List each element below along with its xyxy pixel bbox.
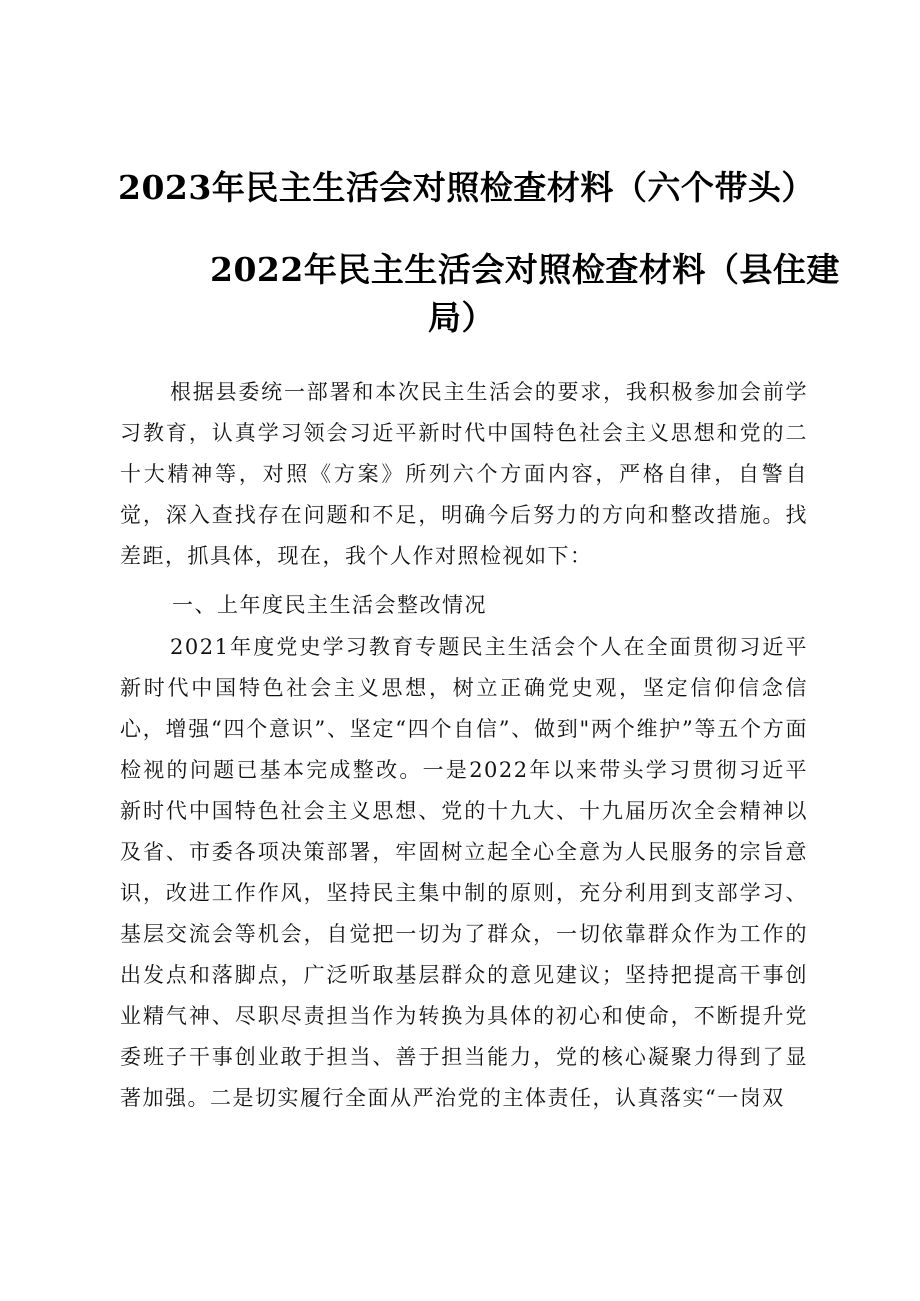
document-title-line-2: 2022年民主生活会对照检查材料（县住建: [210, 250, 840, 289]
document-title-line-3: 局）: [428, 298, 495, 337]
section-heading: 一、上年度民主生活会整改情况: [172, 593, 487, 617]
rectification-paragraph: 2021年度党史学习教育专题民主生活会个人在全面贯彻习近平新时代中国特色社会主义思想，树立正确党史观，坚定信仰信念信心，增强“四个意识”、坚定“四个自信”、做到"两个维护”等五个方面检视的问题已基本完成整改。一是2022年以来带头学习贯彻习近平新时代中国特色社会主义思想、党的十九大、十九届历次全会精神以及省、市委各项决策部署，牢固树立起全心全意为人民服务的宗旨意识，改进工作作风，坚持民主集中制的原则，充分利用到支部学习、基层交流会等机会，自觉把一切为了群众，一切依靠群众作为工作的出发点和落脚点，广泛听取基层群众的意见建议；坚持把提高干事创业精气神、尽职尽责担当作为转换为具体的初心和使命，不断提升党委班子干事创业敢于担当、善于担当能力，党的核心凝聚力得到了显著加强。二是切实履行全面从严治党的主体责任，认真落实“一岗双: [120, 635, 808, 1110]
intro-paragraph: 根据县委统一部署和本次民主生活会的要求，我积极参加会前学习教育，认真学习领会习近平新时代中国特色社会主义思想和党的二十大精神等，对照《方案》所列六个方面内容，严格自律，自警自觉，深入查找存在问题和不足，明确今后努力的方向和整改措施。找差距，抓具体，现在，我个人作对照检视如下：: [120, 380, 808, 568]
document-title-line-1: 2023年民主生活会对照检查材料（六个带头）: [118, 168, 815, 207]
